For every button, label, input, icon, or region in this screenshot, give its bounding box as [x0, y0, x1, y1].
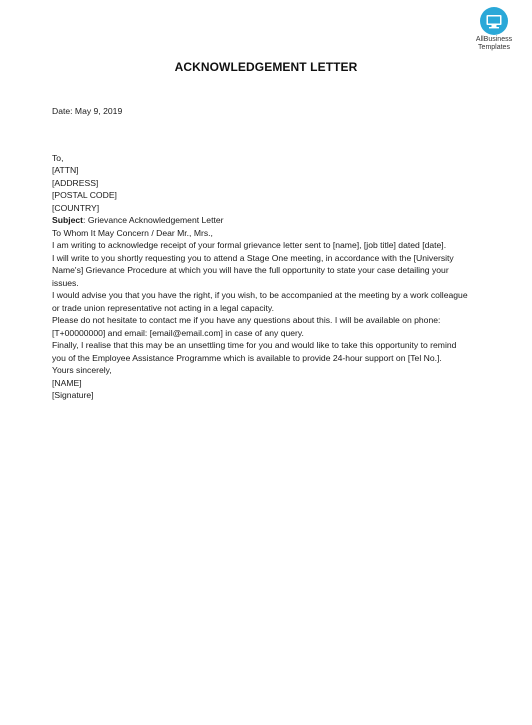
subject-text: : Grievance Acknowledgement Letter [83, 215, 224, 225]
logo-text-line2: Templates [478, 44, 510, 51]
logo-text-line1: AllBusiness [475, 36, 513, 43]
document-title: ACKNOWLEDGEMENT LETTER [174, 60, 358, 74]
paragraph-contact: Please do not hesitate to contact me if you have any questions about this. I will be available on phone: [T+00000000] and email: [email@email.com] in case of any query. [52, 315, 441, 338]
paragraph-support: Finally, I realise that this may be an unsettling time for you and would like to take this opportunity to remind you of the Employee Assistance Programme which is available to provide 24-hour support on [Tel No.]. [52, 340, 457, 363]
subject-label: Subject [52, 215, 84, 225]
letter-date: Date: May 9, 2019 [52, 106, 123, 116]
address-to: To, [52, 152, 64, 163]
monitor-icon [479, 6, 509, 36]
recipient-address [52, 152, 470, 215]
subject-line [52, 214, 470, 227]
address-attn: [ATTN] [52, 165, 79, 175]
closing: Yours sincerely, [52, 365, 112, 375]
paragraph-acknowledgement: I am writing to acknowledge receipt of your formal grievance letter sent to [name], [job title] dated [date]. [52, 240, 447, 250]
allbusiness-templates-logo[interactable] [466, 6, 522, 52]
address-postal-code: [POSTAL CODE] [52, 190, 117, 200]
salutation: To Whom It May Concern / Dear Mr., Mrs., [52, 227, 213, 238]
letter-body [52, 105, 470, 402]
address-street: [ADDRESS] [52, 177, 99, 188]
address-country: [COUNTRY] [52, 202, 100, 213]
sender-signature: [Signature] [52, 390, 94, 400]
paragraph-right-to-accompany: I would advise you that you have the right, if you wish, to be accompanied at the meeting by a work colleague or trade union representative not acting in a legal capacity. [52, 290, 468, 313]
paragraph-meeting: I will write to you shortly requesting you to attend a Stage One meeting, in accordance with the [University Name's] Grievance Procedure at which you will have the full opportunity to state your case detailing your issues. [52, 252, 454, 288]
sender-name: [NAME] [52, 377, 82, 388]
